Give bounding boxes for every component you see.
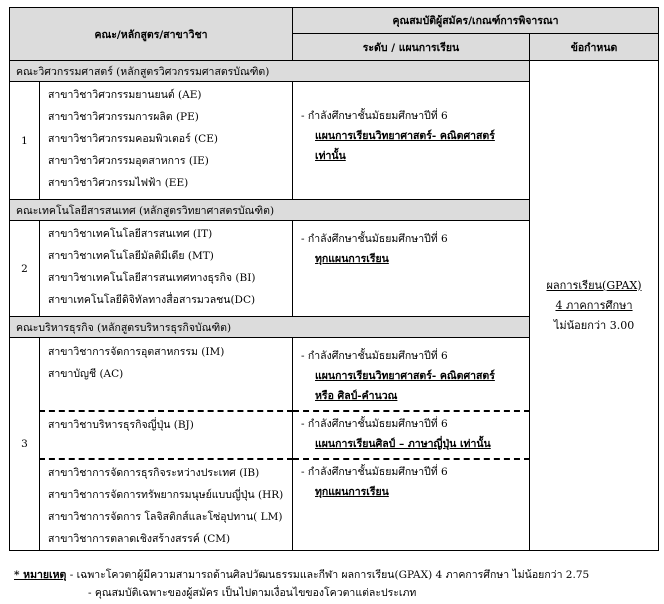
level-cell bbox=[293, 338, 530, 412]
condition-line-2: 4 ภาคการศึกษา bbox=[555, 298, 633, 312]
majors-list bbox=[40, 411, 293, 459]
notes-label: * หมายเหตุ bbox=[14, 569, 67, 581]
list-item: สาขาวิชาการตลาดเชิงสร้างสรรค์ (CM) bbox=[48, 533, 231, 545]
faculty-title-business: คณะบริหารธุรกิจ (หลักสูตรบริหารธุรกิจบัณฑิต) bbox=[10, 317, 530, 338]
faculty-title-engineering: คณะวิศวกรรมศาสตร์ (หลักสูตรวิศวกรรมศาสตรบัณฑิต) bbox=[10, 61, 530, 82]
level-text: - กำลังศึกษาชั้นมัธยมศึกษาปีที่ 6 bbox=[301, 233, 448, 245]
notes-line-1: - เฉพาะโควตาผู้มีความสามารถด้านศิลปวัฒนธรรมและกีฬา ผลการเรียน(GPAX) 4 ภาคการศึกษา ไม่น้อยกว่า 2.75 bbox=[66, 569, 590, 581]
list-item: สาขาเทคโนโลยีดิจิทัลทางสื่อสารมวลชน(DC) bbox=[48, 294, 256, 306]
condition-line-1: ผลการเรียน(GPAX) bbox=[546, 278, 642, 292]
header-condition: ข้อกำหนด bbox=[530, 34, 659, 61]
requirements-table bbox=[9, 7, 659, 551]
level-text: - กำลังศึกษาชั้นมัธยมศึกษาปีที่ 6 bbox=[301, 418, 448, 430]
list-item: สาขาวิชาการจัดการทรัพยากรมนุษย์แบบญี่ปุ่น (HR) bbox=[48, 489, 284, 501]
row-number: 1 bbox=[10, 82, 40, 200]
level-plan: แผนการเรียนวิทยาศาสตร์- คณิตศาสตร์ bbox=[315, 130, 495, 142]
row-number: 3 bbox=[10, 338, 40, 551]
list-item: สาขาวิชาวิศวกรรมอุตสาหการ (IE) bbox=[48, 155, 209, 167]
faculty-title-it: คณะเทคโนโลยีสารสนเทศ (หลักสูตรวิทยาศาสตรบัณฑิต) bbox=[10, 200, 530, 221]
list-item: สาขาวิชาบริหารธุรกิจญี่ปุ่น (BJ) bbox=[48, 419, 194, 431]
list-item: สาขาบัญชี (AC) bbox=[48, 368, 124, 380]
header-qualification: คุณสมบัติผู้สมัคร/เกณฑ์การพิจารณา bbox=[293, 8, 659, 34]
level-text: - กำลังศึกษาชั้นมัธยมศึกษาปีที่ 6 bbox=[301, 350, 448, 362]
list-item: สาขาวิชาการจัดการ โลจิสติกส์และโซ่อุปทาน( LM) bbox=[48, 511, 283, 523]
row-number: 2 bbox=[10, 221, 40, 317]
level-plan: หรือ ศิลป์-คำนวณ bbox=[315, 390, 398, 402]
level-plan: แผนการเรียนศิลป์ – ภาษาญี่ปุ่น เท่านั้น bbox=[315, 438, 491, 450]
list-item: สาขาวิชาวิศวกรรมยานยนต์ (AE) bbox=[48, 89, 202, 101]
level-plan: ทุกแผนการเรียน bbox=[315, 486, 389, 498]
majors-list bbox=[40, 338, 293, 412]
level-cell bbox=[293, 411, 530, 459]
list-item: สาขาวิชาวิศวกรรมไฟฟ้า (EE) bbox=[48, 177, 189, 189]
level-text: - กำลังศึกษาชั้นมัธยมศึกษาปีที่ 6 bbox=[301, 466, 448, 478]
level-text: - กำลังศึกษาชั้นมัธยมศึกษาปีที่ 6 bbox=[301, 110, 448, 122]
list-item: สาขาวิชาเทคโนโลยีสารสนเทศทางธุรกิจ (BI) bbox=[48, 272, 256, 284]
level-plan: เท่านั้น bbox=[315, 150, 346, 162]
level-cell bbox=[293, 221, 530, 317]
condition-line-3: ไม่น้อยกว่า 3.00 bbox=[553, 318, 635, 332]
level-plan: แผนการเรียนวิทยาศาสตร์- คณิตศาสตร์ bbox=[315, 370, 495, 382]
level-cell bbox=[293, 459, 530, 551]
notes-section bbox=[14, 566, 589, 602]
majors-list bbox=[40, 221, 293, 317]
notes-line-2: - คุณสมบัติเฉพาะของผู้สมัคร เป็นไปตามเงื่อนไขของโควตาแต่ละประเภท bbox=[88, 587, 417, 599]
header-level: ระดับ / แผนการเรียน bbox=[293, 34, 530, 61]
list-item: สาขาวิชาการจัดการธุรกิจระหว่างประเทศ (IB) bbox=[48, 467, 260, 479]
list-item: สาขาวิชาวิศวกรรมการผลิต (PE) bbox=[48, 111, 199, 123]
list-item: สาขาวิชาเทคโนโลยีสารสนเทศ (IT) bbox=[48, 228, 213, 240]
level-plan: ทุกแผนการเรียน bbox=[315, 253, 389, 265]
level-cell bbox=[293, 82, 530, 200]
list-item: สาขาวิชาเทคโนโลยีมัลติมีเดีย (MT) bbox=[48, 250, 214, 262]
condition-cell bbox=[530, 61, 659, 551]
header-faculty: คณะ/หลักสูตร/สาขาวิชา bbox=[10, 8, 293, 61]
majors-list bbox=[40, 82, 293, 200]
list-item: สาขาวิชาการจัดการอุตสาหกรรม (IM) bbox=[48, 346, 225, 358]
majors-list bbox=[40, 459, 293, 551]
list-item: สาขาวิชาวิศวกรรมคอมพิวเตอร์ (CE) bbox=[48, 133, 218, 145]
